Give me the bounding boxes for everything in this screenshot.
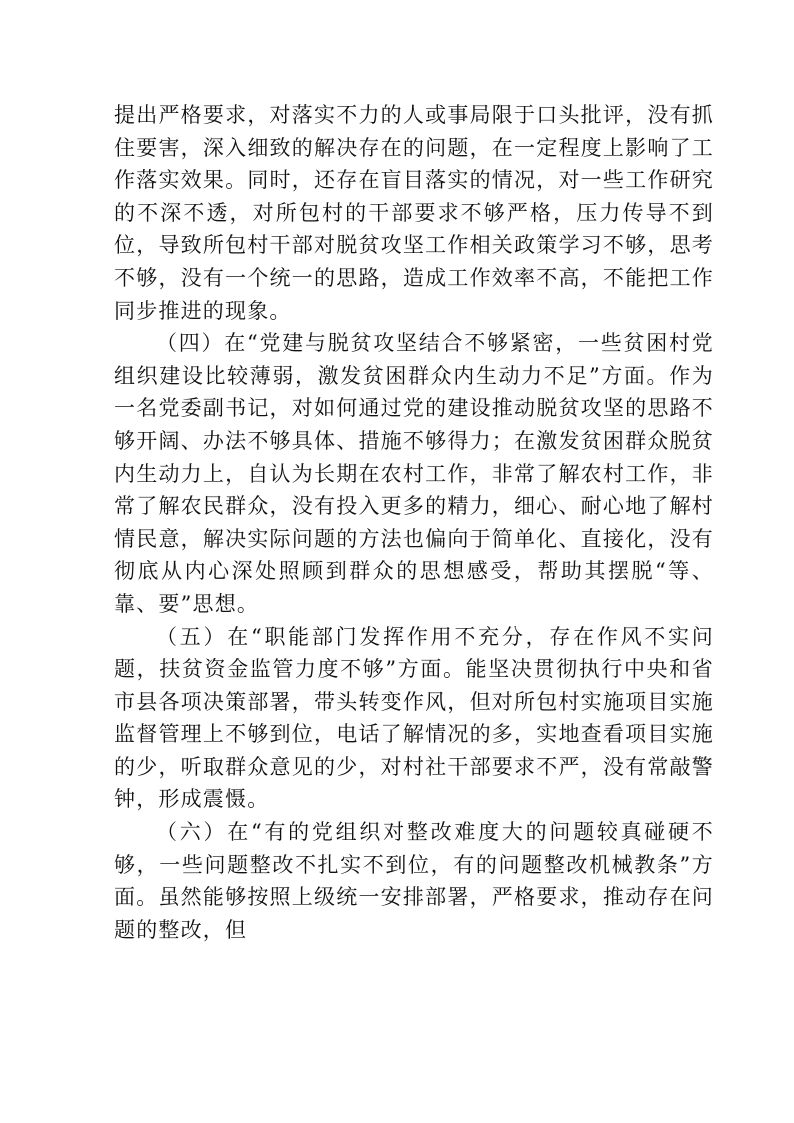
paragraph-section-6: （六）在“有的党组织对整改难度大的问题较真碰硬不够，一些问题整改不扎实不到位，有的问题整改机械教条”方面。虽然能够按照上级统一安排部署，严格要求，推动存在问题的整改，但 <box>114 820 714 942</box>
document-body <box>114 99 714 946</box>
paragraph-section-5: （五）在“职能部门发挥作用不充分，存在作风不实问题，扶贫资金监管力度不够”方面。能坚决贯彻执行中央和省市县各项决策部署，带头转变作风，但对所包村实施项目实施监督管理上不够到位，电话了解情况的多，实地查看项目实施的少，听取群众意见的少，对村社干部要求不严，没有常敲警钟，形成震慑。 <box>114 624 714 812</box>
paragraph-section-4: （四）在“党建与脱贫攻坚结合不够紧密，一些贫困村党组织建设比较薄弱，激发贫困群众内生动力不足”方面。作为一名党委副书记，对如何通过党的建设推动脱贫攻坚的思路不够开阔、办法不够具体、措施不够得力；在激发贫困群众脱贫内生动力上，自认为长期在农村工作，非常了解农村工作，非常了解农民群众，没有投入更多的精力，细心、耐心地了解村情民意，解决实际问题的方法也偏向于简单化、直接化，没有彻底从内心深处照顾到群众的思想感受，帮助其摆脱“等、靠、要”思想。 <box>114 331 714 616</box>
paragraph-continuation: 提出严格要求，对落实不力的人或事局限于口头批评，没有抓住要害，深入细致的解决存在的问题，在一定程度上影响了工作落实效果。同时，还存在盲目落实的情况，对一些工作研究的不深不透，对所包村的干部要求不够严格，压力传导不到位，导致所包村干部对脱贫攻坚工作相关政策学习不够，思考不够，没有一个统一的思路，造成工作效率不高，不能把工作同步推进的现象。 <box>114 103 714 323</box>
